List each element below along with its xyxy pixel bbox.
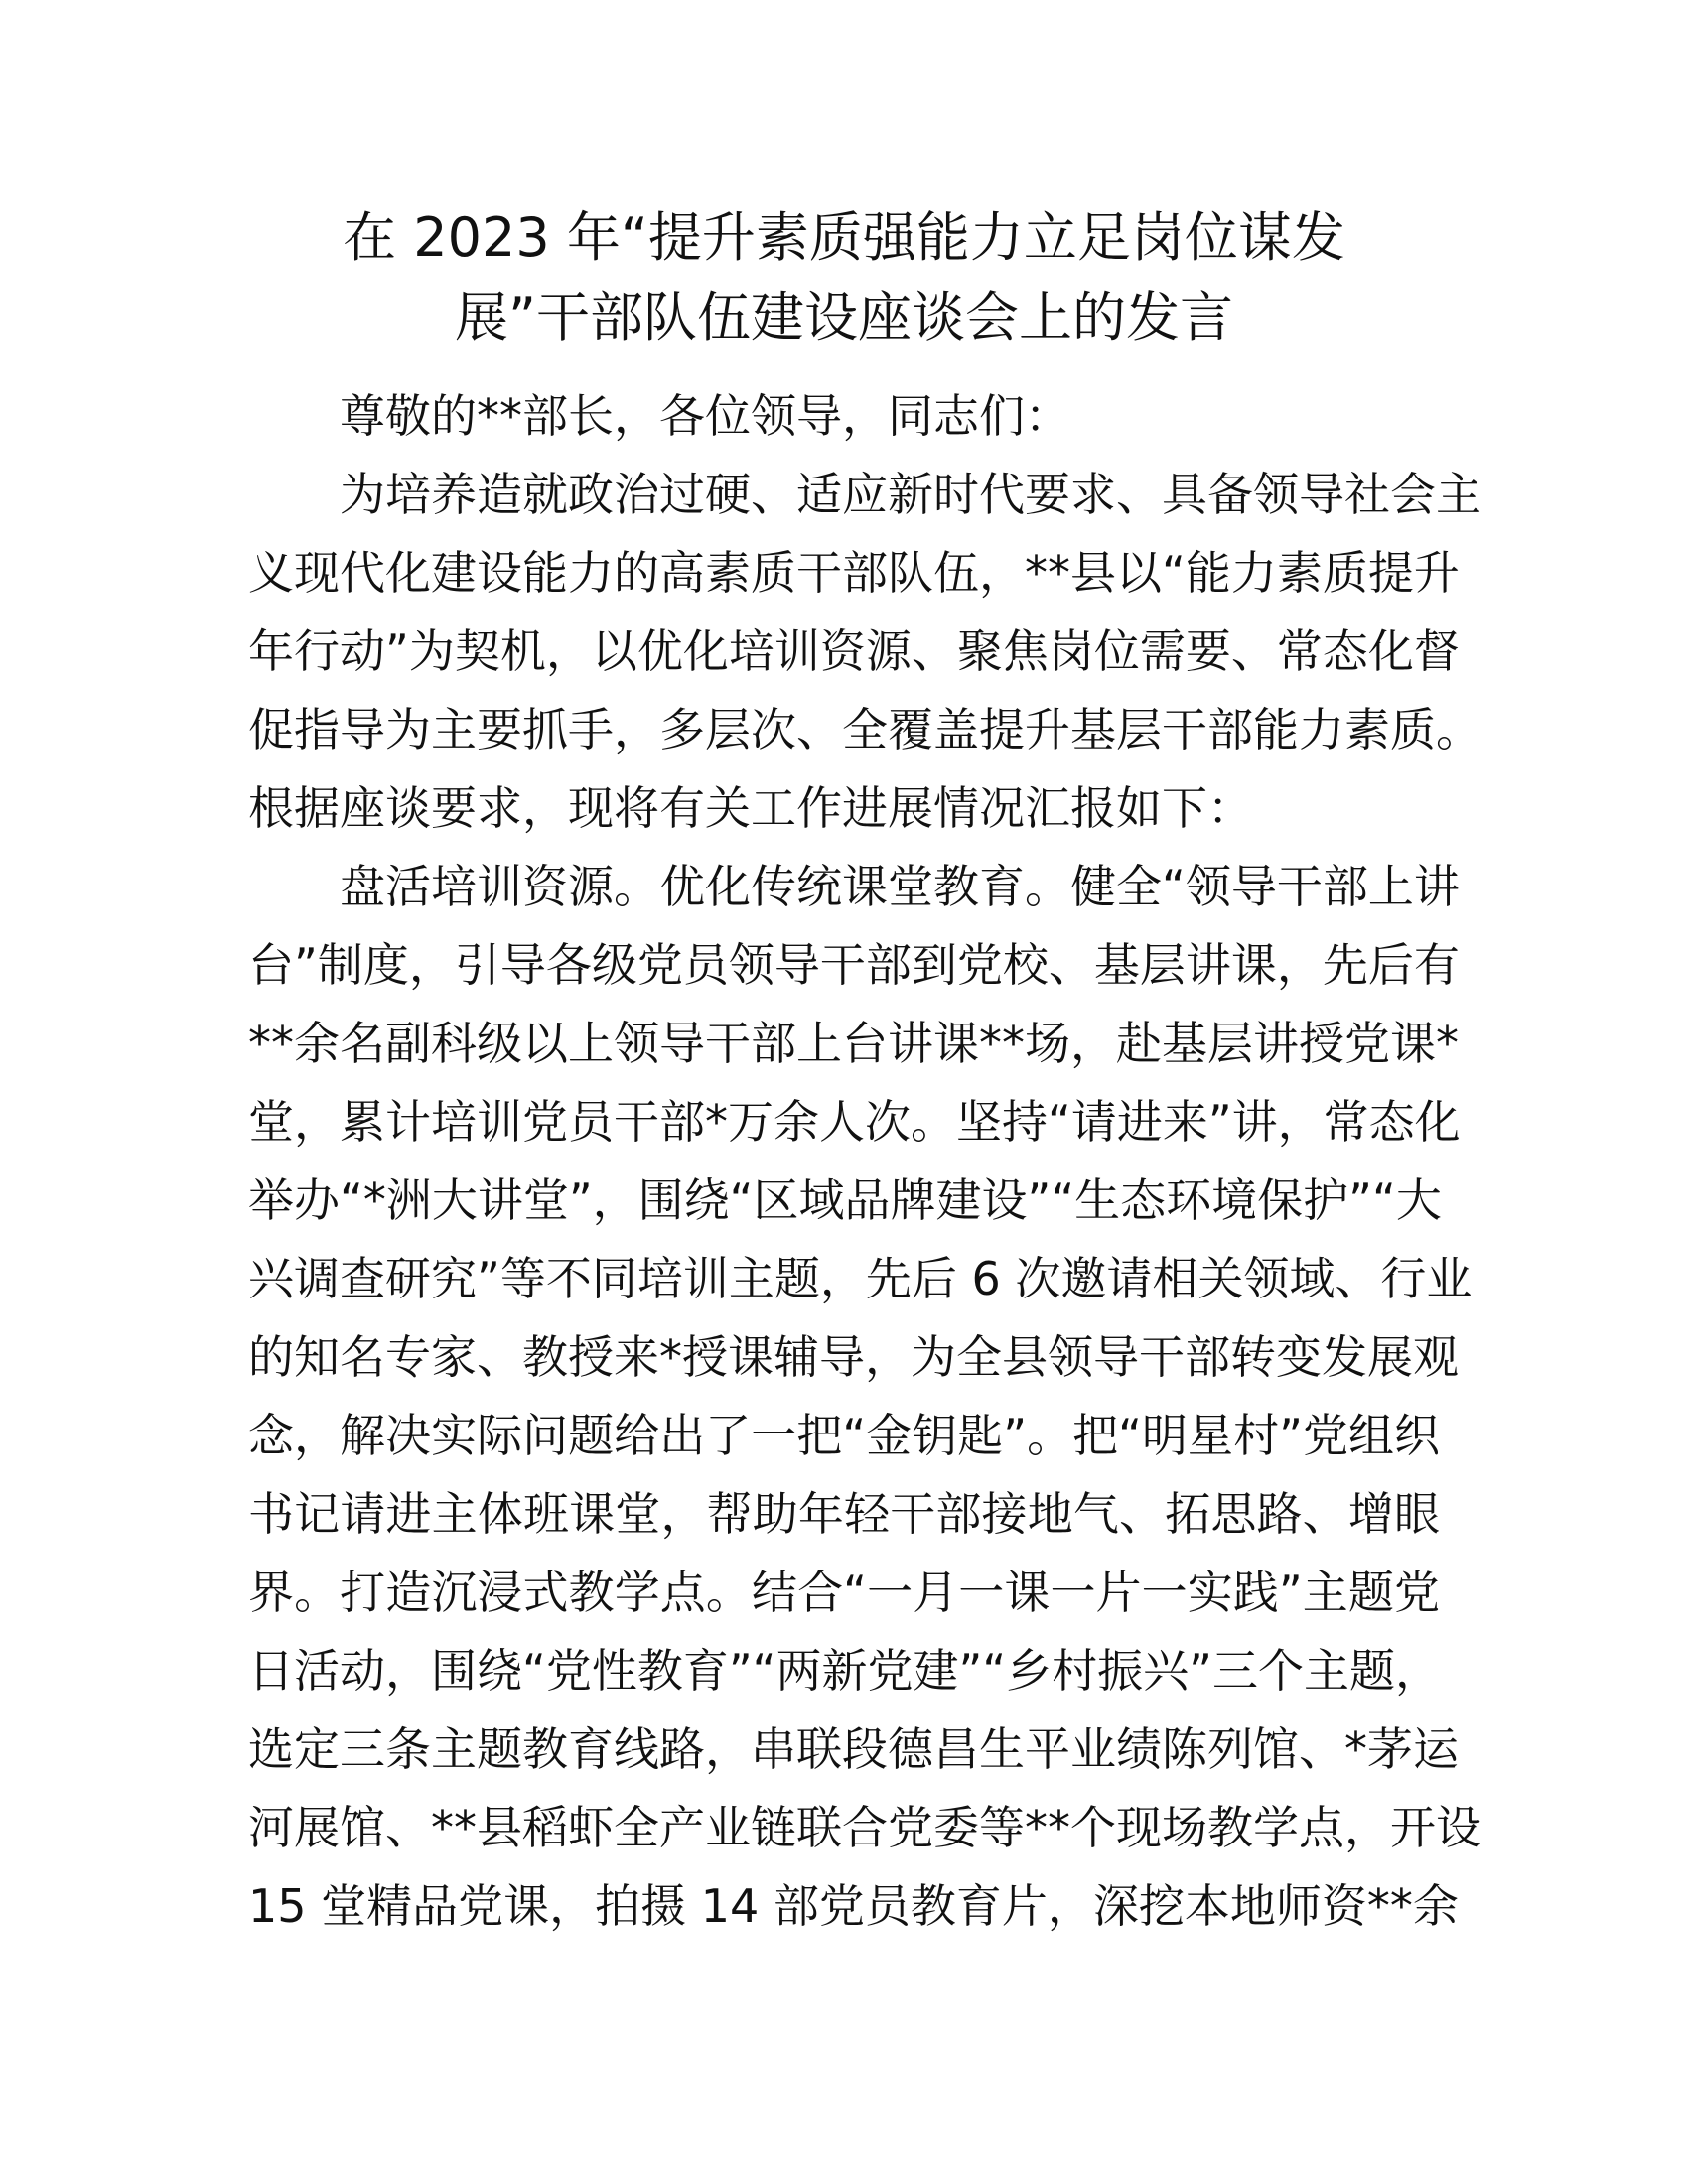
paragraph-line: 界。打造沉浸式教学点。结合“一月一课一片一实践”主题党 [248,1566,1440,1619]
paragraph-line: 的知名专家、教授来*授课辅导，为全县领导干部转变发展观 [248,1330,1459,1384]
salutation-text: 尊敬的**部长，各位领导，同志们： [340,389,1070,443]
paragraph-line: 河展馆、**县稻虾全产业链联合党委等**个现场教学点，开设 [248,1801,1481,1854]
paragraph-intro [248,456,1481,848]
document-body [248,377,1481,1946]
paragraph-line: 盘活培训资源。优化传统课堂教育。健全“领导干部上讲 [340,860,1460,913]
paragraph-line: 15 堂精品党课，拍摄 14 部党员教育片，深挖本地师资**余 [248,1879,1459,1933]
salutation [248,377,1440,456]
paragraph-line: 选定三条主题教育线路，串联段德昌生平业绩陈列馆、*茅运 [248,1722,1459,1776]
paragraph-line: 根据座谈要求，现将有关工作进展情况汇报如下： [248,781,1253,835]
paragraph-line: 堂，累计培训党员干部*万余人次。坚持“请进来”讲，常态化 [248,1095,1461,1149]
paragraph-line: 义现代化建设能力的高素质干部队伍，**县以“能力素质提升 [248,546,1460,600]
paragraph-line: 举办“*洲大讲堂”，围绕“区域品牌建设”“生态环境保护”“大 [248,1173,1442,1227]
title-line-1: 在 2023 年“提升素质强能力立足岗位谋发 [343,206,1345,269]
paragraph-line: 促指导为主要抓手，多层次、全覆盖提升基层干部能力素质。 [248,703,1481,756]
paragraph-line: 书记请进主体班课堂，帮助年轻干部接地气、拓思路、增眼 [248,1487,1440,1541]
paragraph-training [248,848,1481,1946]
paragraph-line: 念，解决实际问题给出了一把“金钥匙”。把“明星村”党组织 [248,1409,1440,1462]
paragraph-line: 年行动”为契机，以优化培训资源、聚焦岗位需要、常态化督 [248,624,1460,678]
paragraph-line: **余名副科级以上领导干部上台讲课**场，赴基层讲授党课* [248,1017,1459,1070]
title-line-2: 展”干部队伍建设座谈会上的发言 [455,286,1233,348]
paragraph-line: 为培养造就政治过硬、适应新时代要求、具备领导社会主 [340,468,1481,521]
paragraph-line: 日活动，围绕“党性教育”“两新党建”“乡村振兴”三个主题， [248,1644,1441,1698]
document-title [238,199,1450,357]
paragraph-line: 台”制度，引导各级党员领导干部到党校、基层讲课，先后有 [248,938,1460,992]
paragraph-line: 兴调查研究”等不同培训主题，先后 6 次邀请相关领域、行业 [248,1252,1473,1305]
